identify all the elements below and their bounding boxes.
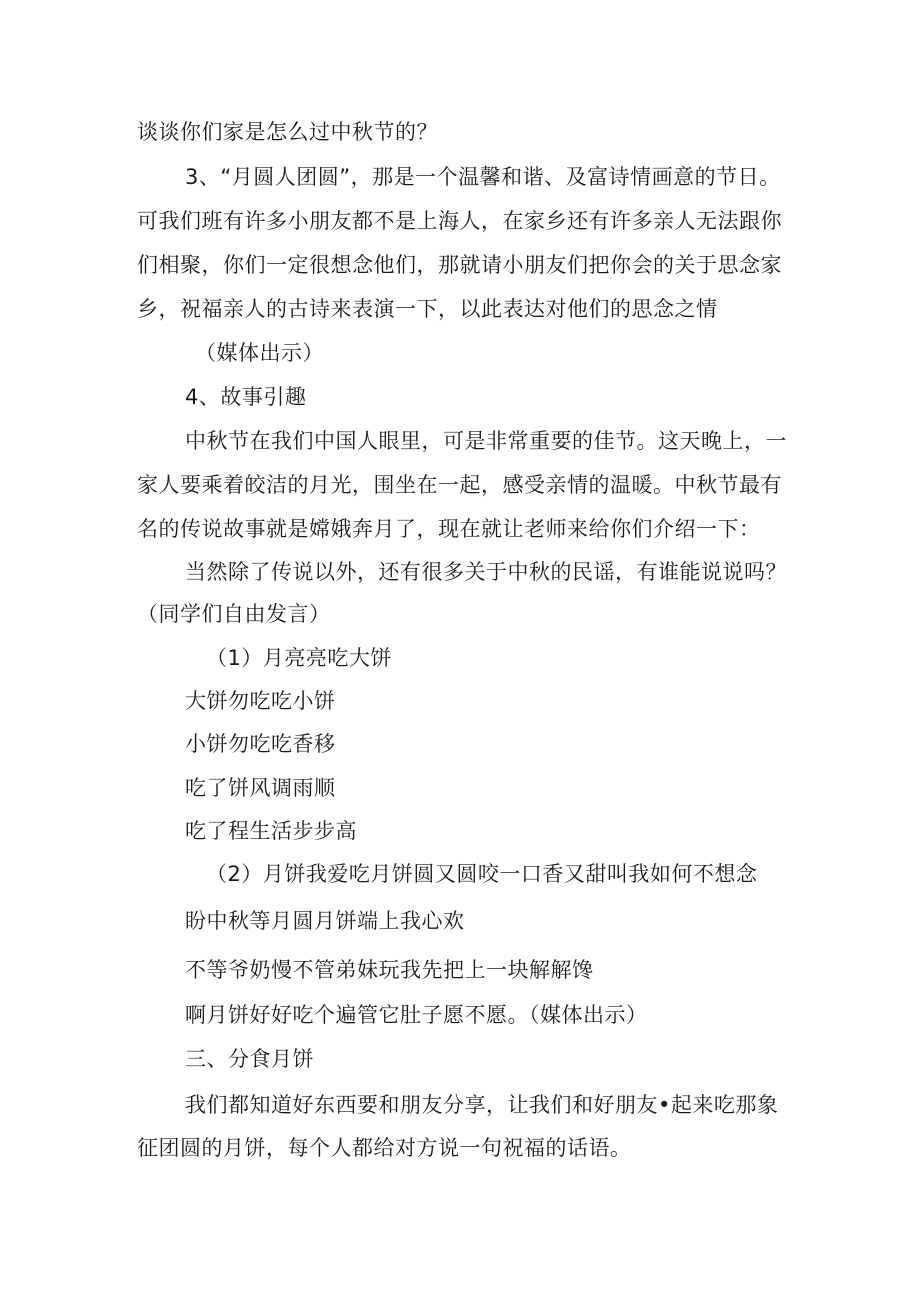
text-line: 不等爷奶慢不管弟妹玩我先把上一块解解馋 [185, 958, 594, 982]
text-line: 可我们班有许多小朋友都不是上海人，在家乡还有许多亲人无法跟你 [137, 209, 782, 233]
text-line: 我们都知道好东西要和朋友分享，让我们和好朋友•起来吃那象 [185, 1093, 779, 1117]
text-line: 征团圆的月饼，每个人都给对方说一句祝福的话语。 [137, 1136, 632, 1160]
text-line: （媒体出示） [195, 341, 324, 365]
text-line: 当然除了传说以外，还有很多关于中秋的民谣，有谁能说说吗？ [185, 560, 787, 584]
text-line: 3、“月圆人团圆”，那是一个温馨和谐、及富诗情画意的节日。 [185, 165, 781, 189]
text-line: 吃了饼风调雨顺 [185, 776, 336, 800]
text-line: 乡，祝福亲人的古诗来表演一下，以此表达对他们的思念之情 [137, 297, 718, 321]
text-line: 名的传说故事就是嫦娥奔月了，现在就让老师来给你们介绍一下： [137, 517, 761, 541]
text-line: （1）月亮亮吃大饼 [206, 646, 392, 670]
text-line: 大饼勿吃吃小饼 [185, 689, 336, 713]
text-line: 谈谈你们家是怎么过中秋节的？ [137, 120, 438, 144]
text-line: 三、分食月饼 [185, 1047, 314, 1071]
text-line: 盼中秋等月圆月饼端上我心欢 [185, 909, 465, 933]
text-line: 吃了程生活步步高 [185, 819, 357, 843]
text-line: 4、故事引趣 [185, 385, 307, 409]
text-line: （2）月饼我爱吃月饼圆又圆咬一口香又甜叫我如何不想念 [206, 862, 758, 886]
text-line: 中秋节在我们中国人眼里，可是非常重要的佳节。这天晚上，一 [185, 429, 787, 453]
text-line: 小饼勿吃吃香移 [185, 732, 336, 756]
text-line: 们相聚，你们一定很想念他们，那就请小朋友们把你会的关于思念家 [137, 253, 782, 277]
text-line: 啊月饼好好吃个遍管它肚子愿不愿。（媒体出示） [185, 1003, 648, 1027]
text-line: 家人要乘着皎洁的月光，围坐在一起，感受亲情的温暖。中秋节最有 [137, 473, 782, 497]
text-line: （同学们自由发言） [137, 602, 331, 626]
